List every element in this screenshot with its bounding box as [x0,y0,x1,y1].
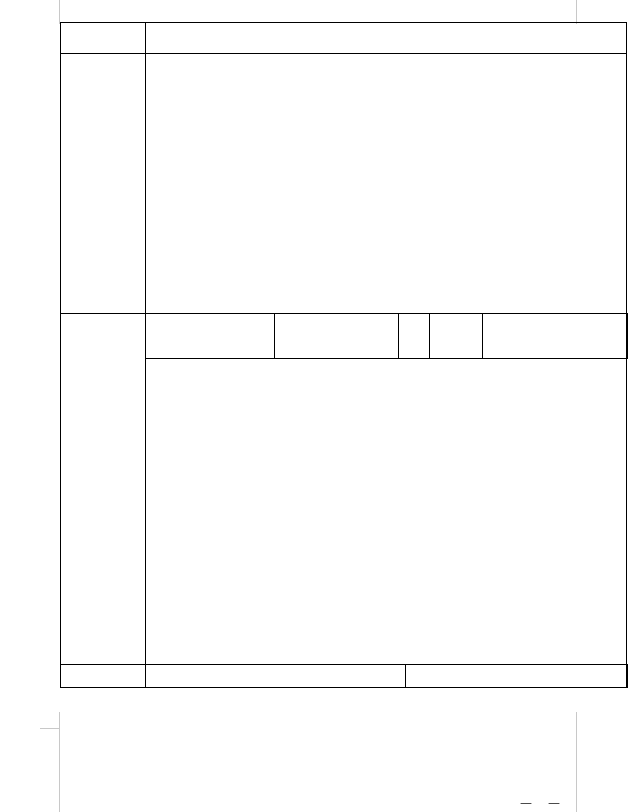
page-number [510,796,570,810]
crop-mark-right [576,0,577,24]
project-section [60,313,627,665]
annual-task-body [146,54,626,56]
task-continuation-row [60,22,627,54]
task-continuation-label-cell [60,22,146,54]
header-annual-budget [429,313,483,359]
annual-goal-header [405,664,628,688]
long-term-goal-header [145,664,406,688]
annual-task-row [60,53,627,314]
crop-mark-bottom-right-v [576,712,577,812]
annual-task-label [60,53,146,314]
overall-label [60,664,146,688]
crop-mark-left [59,0,60,24]
header-total-budget [398,313,430,359]
page-number-dash-right: — [548,796,560,810]
crop-mark-bottom-left [40,728,60,729]
header-name [145,313,275,359]
project-section-label [60,313,146,665]
page-number-dash-left: — [520,796,532,810]
overall-performance-row [60,664,627,688]
header-main-use [482,313,628,359]
header-category [274,313,399,359]
task-continuation-text [146,24,626,26]
crop-mark-bottom-left-v [59,712,60,812]
